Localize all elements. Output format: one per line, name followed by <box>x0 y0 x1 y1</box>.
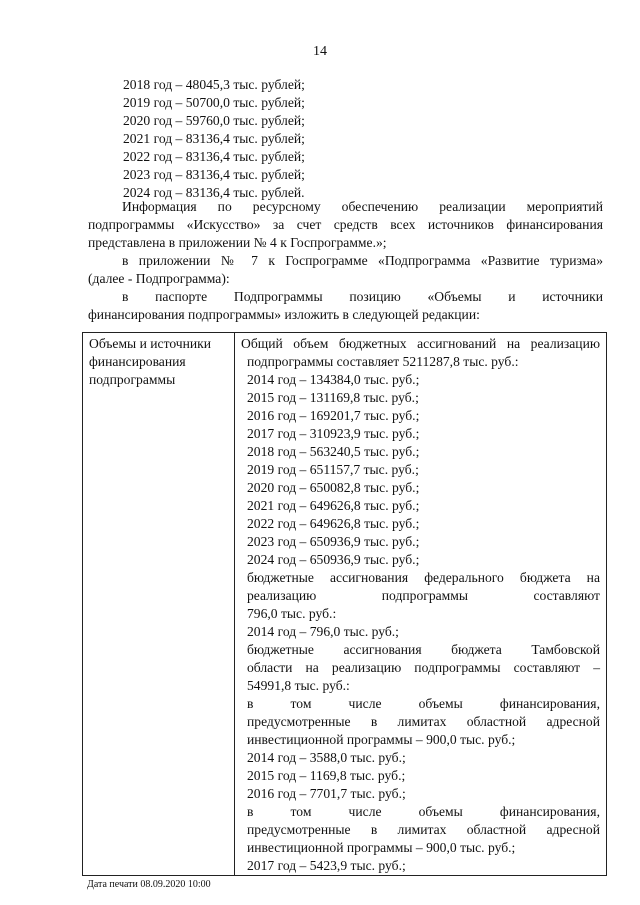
value-line: 2015 год – 1169,8 тыс. руб.; <box>247 768 406 783</box>
year-line: 2022 год – 83136,4 тыс. рублей; <box>123 149 305 164</box>
word: в <box>247 804 254 819</box>
word: Тамбовской <box>531 642 600 657</box>
word: том <box>290 696 312 711</box>
paragraph-appendix <box>88 252 603 288</box>
value-line: 2014 год – 3588,0 тыс. руб.; <box>247 750 406 765</box>
table-label-cell <box>83 333 235 876</box>
value-line: инвестиционной программы – 900,0 тыс. руб.; <box>247 840 516 855</box>
value-line: 2021 год – 649626,8 тыс. руб.; <box>247 498 420 513</box>
page-number: 14 <box>313 44 327 59</box>
value-line <box>241 641 600 659</box>
text-line: Информация по ресурсному обеспечению реализации мероприятий <box>122 199 603 214</box>
value-line: 2014 год – 796,0 тыс. руб.; <box>247 624 399 639</box>
table-value-cell <box>235 333 607 876</box>
print-date: Дата печати 08.09.2020 10:00 <box>87 879 211 890</box>
value-line: 2018 год – 563240,5 тыс. руб.; <box>247 444 420 459</box>
year-list <box>123 76 305 202</box>
label-line: финансирования <box>89 354 186 369</box>
word: финансирования, <box>499 804 600 819</box>
word: финансирования, <box>499 696 600 711</box>
value-line: 796,0 тыс. руб.: <box>247 606 337 621</box>
year-line: 2020 год – 59760,0 тыс. рублей; <box>123 113 305 128</box>
label-line: подпрограммы <box>89 372 176 387</box>
word: реализацию <box>247 588 317 603</box>
word: бюджета <box>451 642 502 657</box>
table-row <box>83 333 607 876</box>
text-line: финансирования подпрограммы» изложить в следующей редакции: <box>88 307 480 322</box>
word: том <box>290 804 312 819</box>
value-line: 2016 год – 7701,7 тыс. руб.; <box>247 786 406 801</box>
year-line: 2023 год – 83136,4 тыс. рублей; <box>123 167 305 182</box>
text-line: подпрограммы «Искусство» за счет средств всех источников финансирования <box>88 217 603 232</box>
value-line: предусмотренные в лимитах областной адресной <box>247 714 600 729</box>
word: ассигнования <box>343 642 422 657</box>
text-line: в приложении № 7 к Госпрограмме «Подпрограмма «Развитие туризма» <box>122 253 603 268</box>
value-line: 2024 год – 650936,9 тыс. руб.; <box>247 552 420 567</box>
word: объемы <box>418 696 463 711</box>
value-line: 2016 год – 169201,7 тыс. руб.; <box>247 408 420 423</box>
value-line <box>241 695 600 713</box>
text-line: представлена в приложении № 4 к Госпрограмме.»; <box>88 235 387 250</box>
paragraph-passport <box>88 288 603 324</box>
value-line: области на реализацию подпрограммы составляют – <box>247 660 600 675</box>
value-line: 2019 год – 651157,7 тыс. руб.; <box>247 462 419 477</box>
word: источники <box>542 289 603 304</box>
value-line: 2023 год – 650936,9 тыс. руб.; <box>247 534 420 549</box>
value-line: 2017 год – 310923,9 тыс. руб.; <box>247 426 420 441</box>
word: «Объемы <box>427 289 482 304</box>
value-line: подпрограммы составляет 5211287,8 тыс. руб.: <box>247 354 519 369</box>
passport-table <box>82 332 607 876</box>
value-line: Общий объем бюджетных ассигнований на реализацию <box>241 336 600 351</box>
value-line <box>241 803 600 821</box>
word: объемы <box>418 804 463 819</box>
word: подпрограммы <box>381 588 468 603</box>
value-line: бюджетные ассигнования федерального бюджета на <box>247 570 600 585</box>
word: составляют <box>533 588 600 603</box>
word: в <box>247 696 254 711</box>
value-line: предусмотренные в лимитах областной адресной <box>247 822 600 837</box>
word: паспорте <box>155 289 208 304</box>
value-line: 2015 год – 131169,8 тыс. руб.; <box>247 390 419 405</box>
word: числе <box>348 804 382 819</box>
value-line: 2017 год – 5423,9 тыс. руб.; <box>247 858 406 873</box>
word: бюджетные <box>247 642 314 657</box>
label-line: Объемы и источники <box>89 336 212 351</box>
word: позицию <box>349 289 401 304</box>
value-line: 54991,8 тыс. руб.: <box>247 678 350 693</box>
value-line: 2020 год – 650082,8 тыс. руб.; <box>247 480 420 495</box>
value-line: инвестиционной программы – 900,0 тыс. руб.; <box>247 732 516 747</box>
year-line: 2019 год – 50700,0 тыс. рублей; <box>123 95 305 110</box>
year-line: 2024 год – 83136,4 тыс. рублей. <box>123 185 305 200</box>
year-line: 2018 год – 48045,3 тыс. рублей; <box>123 77 305 92</box>
word: числе <box>348 696 382 711</box>
value-line: 2022 год – 649626,8 тыс. руб.; <box>247 516 420 531</box>
value-line <box>241 587 600 605</box>
word: в <box>122 289 129 304</box>
year-line: 2021 год – 83136,4 тыс. рублей; <box>123 131 305 146</box>
value-line: 2014 год – 134384,0 тыс. руб.; <box>247 372 420 387</box>
paragraph-info <box>88 198 603 252</box>
word: Подпрограммы <box>233 289 323 304</box>
text-line: (далее - Подпрограмма): <box>88 271 230 286</box>
word: и <box>508 289 516 304</box>
text-line <box>88 288 603 306</box>
